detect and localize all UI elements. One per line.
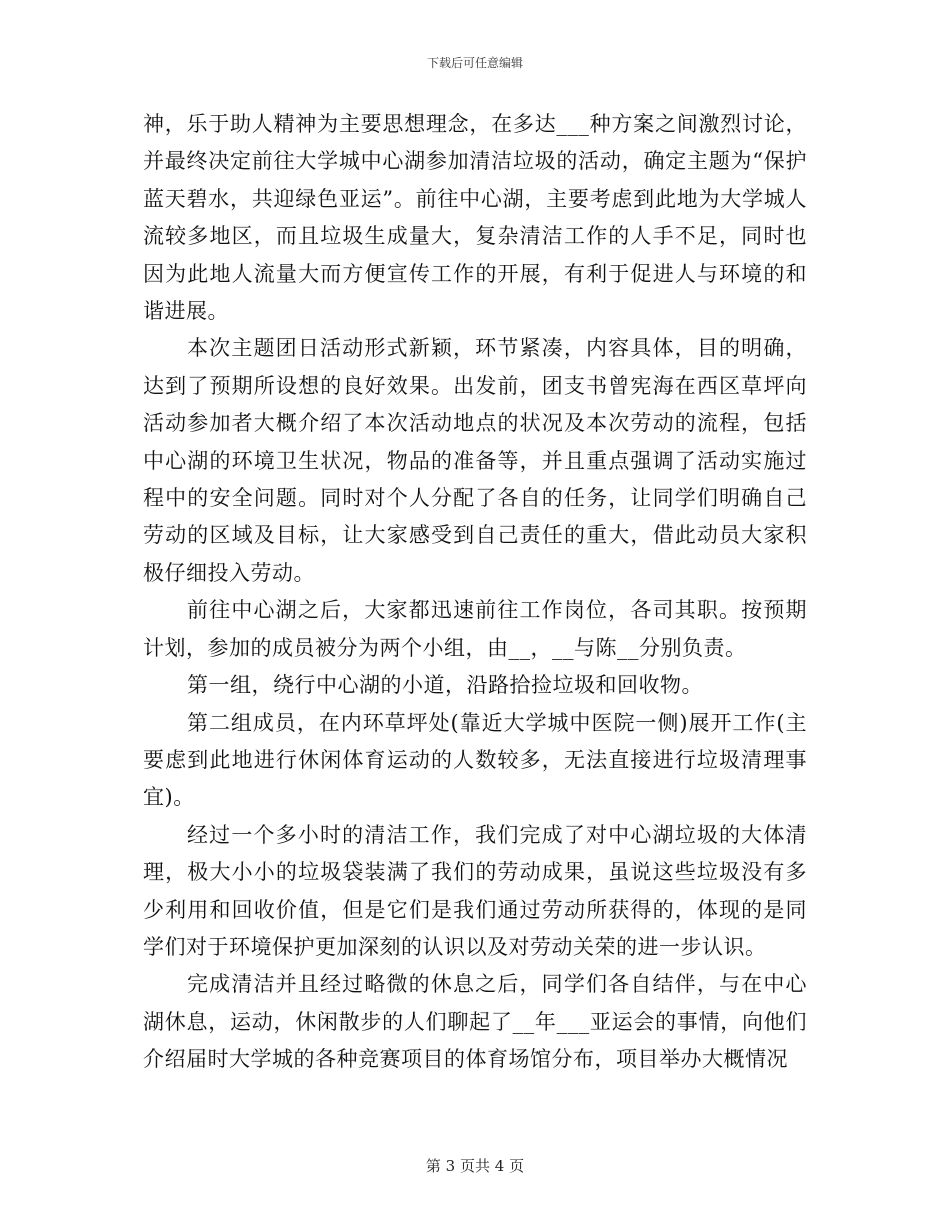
paragraph-7: 完成清洁并且经过略微的休息之后，同学们各自结伴，与在中心湖休息，运动，休闲散步的人们聊起了__年___亚运会的事情，向他们介绍届时大学城的各种竞赛项目的体育场馆分布，项目举办大概情况 <box>143 972 807 1072</box>
page-header: 下载后可任意编辑 <box>426 56 523 70</box>
paragraph-1: 神，乐于助人精神为主要思想理念，在多达___种方案之间激烈讨论，并最终决定前往大学城中心湖参加清洁垃圾的活动，确定主题为“保护蓝天碧水，共迎绿色亚运”。前往中心湖，主要考虑到此地为大学城人流较多地区，而且垃圾生成量大，复杂清洁工作的人手不足，同时也因为此地人流量大而方便宣传工作的开展，有利于促进人与环境的和谐进展。 <box>143 112 807 324</box>
paragraph-3: 前往中心湖之后，大家都迅速前往工作岗位，各司其职。按预期计划，参加的成员被分为两个小组，由__，__与陈__分别负责。 <box>143 598 807 660</box>
document-body <box>143 106 807 1079</box>
page-footer: 第 3 页共 4 页 <box>425 1157 525 1175</box>
paragraph-6: 经过一个多小时的清洁工作，我们完成了对中心湖垃圾的大体清理，极大小小的垃圾袋装满了我们的劳动成果，虽说这些垃圾没有多少利用和回收价值，但是它们是我们通过劳动所获得的，体现的是同学们对于环境保护更加深刻的认识以及对劳动关荣的进一步认识。 <box>143 822 807 959</box>
paragraph-4: 第一组，绕行中心湖的小道，沿路拾捡垃圾和回收物。 <box>187 673 703 698</box>
paragraph-5: 第二组成员，在内环草坪处(靠近大学城中医院一侧)展开工作(主要虑到此地进行休闲体育运动的人数较多，无法直接进行垃圾清理事宜)。 <box>143 710 807 810</box>
paragraph-2: 本次主题团日活动形式新颖，环节紧凑，内容具体，目的明确，达到了预期所设想的良好效果。出发前，团支书曾宪海在西区草坪向活动参加者大概介绍了本次活动地点的状况及本次劳动的流程，包括中心湖的环境卫生状况，物品的准备等，并且重点强调了活动实施过程中的安全问题。同时对个人分配了各自的任务，让同学们明确自己劳动的区域及目标，让大家感受到自己责任的重大，借此动员大家积极仔细投入劳动。 <box>143 336 807 585</box>
